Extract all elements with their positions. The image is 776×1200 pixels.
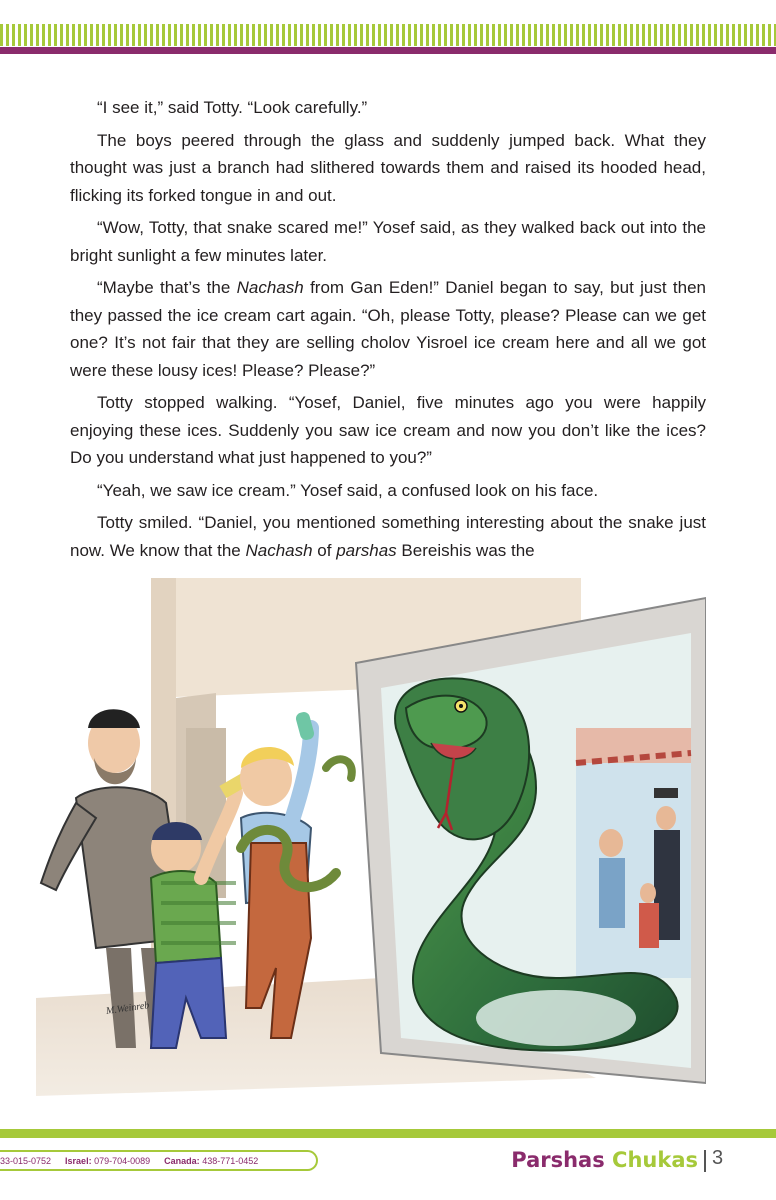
publication-title-part2: Chukas	[612, 1148, 698, 1172]
publication-title-part1: Parshas	[511, 1148, 613, 1172]
header-rule	[0, 47, 776, 54]
story-paragraph	[70, 274, 706, 384]
zoo-snake-illustration	[36, 578, 706, 1096]
story-paragraph	[70, 389, 706, 472]
text-run: of	[312, 540, 337, 560]
story-paragraph	[70, 94, 706, 122]
footer-separator	[704, 1150, 706, 1172]
phone-israel	[65, 1156, 150, 1166]
header-band	[0, 0, 776, 58]
phone-canada-label: Canada:	[164, 1155, 200, 1166]
phone-canada-number: 438-771-0452	[202, 1155, 259, 1166]
text-run: Totty stopped walking. “Yosef, Daniel, five minutes ago you were happily enjoying these ices. Suddenly you saw ice cream and now you don’t like the ices? Do you understand what just happened to you?”	[70, 393, 706, 467]
text-run: The boys peered through the glass and suddenly jumped back. What they thought was just a branch had slithered towards them and raised its hooded head, flicking its forked tongue in and out.	[70, 130, 706, 205]
illustrator-signature: M.Weinreb	[105, 1000, 150, 1017]
phone-israel-label: Israel:	[65, 1155, 92, 1166]
story-paragraph	[70, 509, 706, 564]
phone-us: 33-015-0752	[0, 1155, 52, 1166]
page-number: 3	[712, 1147, 724, 1169]
text-run: “Wow, Totty, that snake scared me!” Yosef said, as they walked back out into the bright sunlight a few minutes later.	[70, 218, 706, 265]
text-run: “Maybe that’s the	[97, 278, 237, 297]
contact-phone-box	[0, 1150, 318, 1171]
phone-canada	[164, 1156, 258, 1166]
story-paragraph	[70, 214, 706, 269]
italic-term: Nachash	[236, 278, 304, 297]
text-run: “Yeah, we saw ice cream.” Yosef said, a confused look on his face.	[97, 480, 599, 500]
story-paragraph	[70, 477, 706, 505]
text-run: from Gan Eden!” Daniel began to say, but just then they passed the ice cream cart again. “Oh, please Totty, please? Please can we get one? It’s not fair that they are selling cholov Yisroel ice cream here and all we got were these lousy ices! Please? Please?”	[70, 278, 706, 380]
phone-israel-number: 079-704-0089	[94, 1155, 151, 1166]
italic-term: Nachash	[245, 540, 313, 560]
italic-term: parshas	[336, 540, 397, 560]
footer-rule	[0, 1129, 776, 1138]
story-paragraph	[70, 127, 706, 210]
text-run: Bereishis was the	[396, 540, 535, 560]
text-run: “I see it,” said Totty. “Look carefully.”	[97, 98, 368, 117]
header-tick-strip	[0, 24, 776, 46]
story-text	[70, 94, 706, 569]
text-run: Totty smiled. “Daniel, you mentioned something interesting about the snake just now. We know that the	[70, 513, 706, 560]
publication-title	[511, 1148, 698, 1172]
